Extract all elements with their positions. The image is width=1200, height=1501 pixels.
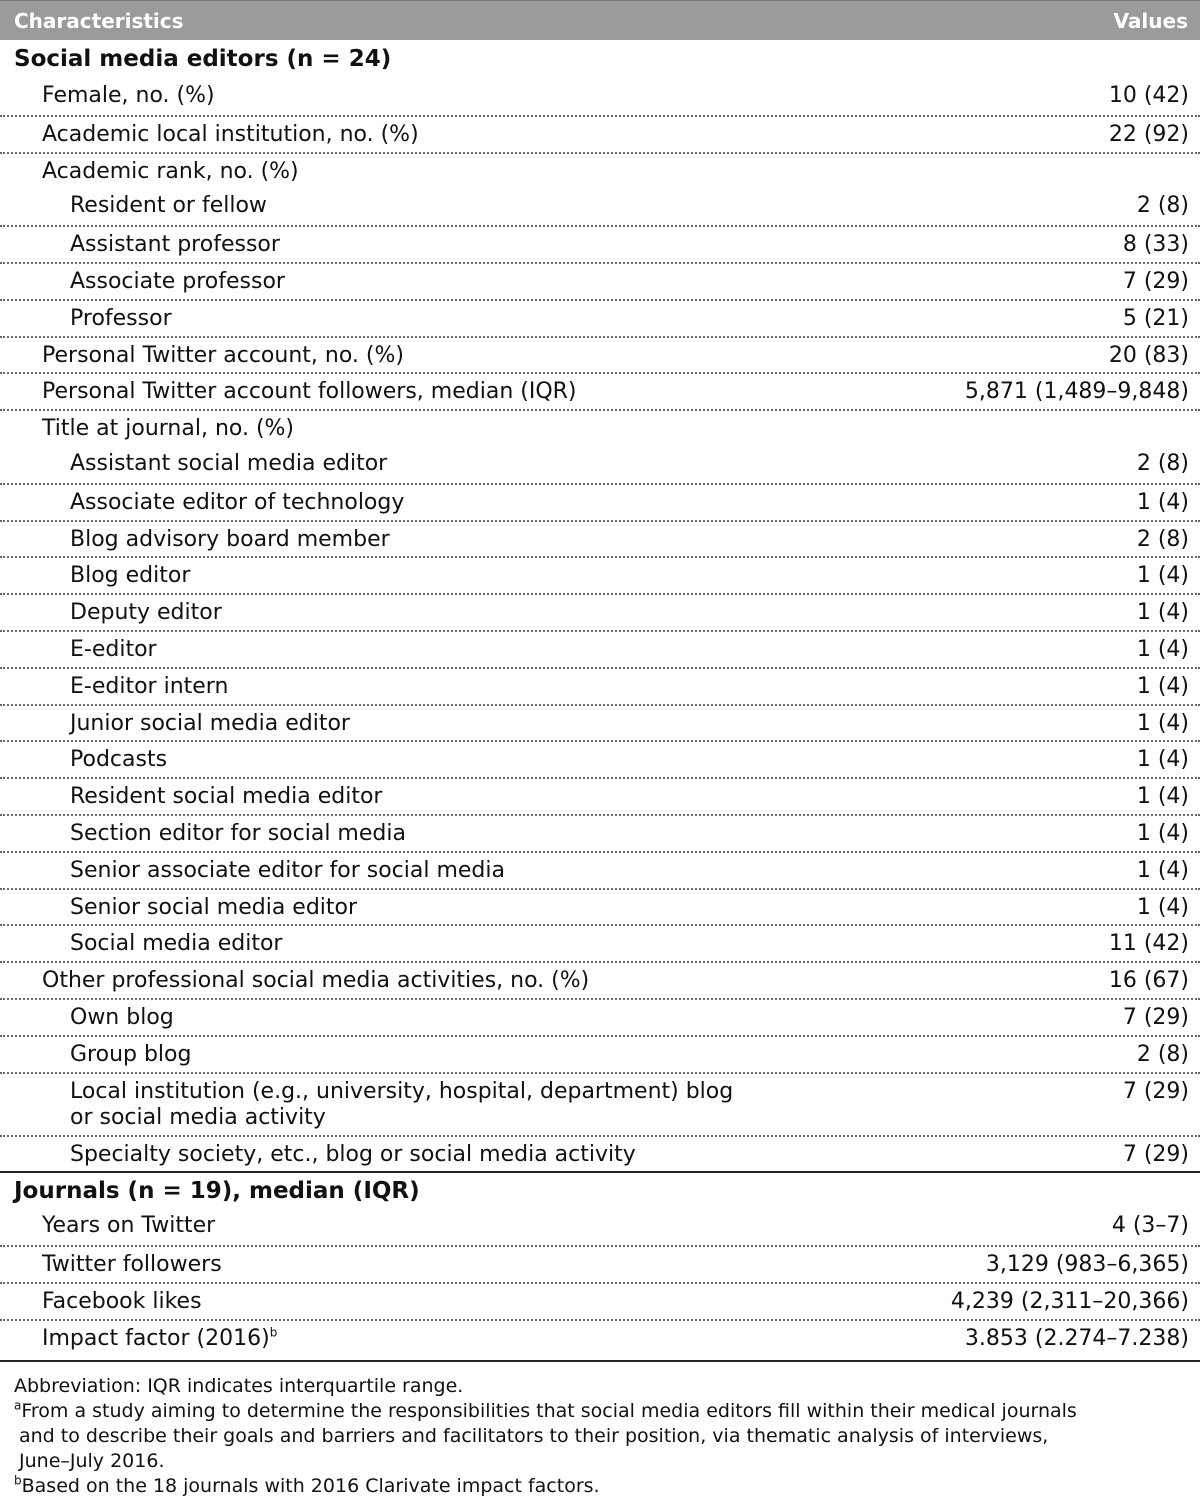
table-row [0,188,1200,225]
row-value: 7 (29) [1122,1004,1189,1030]
table-row [0,1135,1200,1172]
table-row [0,225,1200,262]
section-social-media-editors [0,40,1200,78]
table-row [0,1072,1200,1135]
table-row [0,152,1200,189]
table-row [0,115,1200,152]
row-value: 4,239 (2,311–20,366) [950,1288,1189,1314]
row-label: Deputy editor [70,600,222,626]
row-value: 7 (29) [1122,1078,1189,1104]
row-value: 10 (42) [1108,83,1189,108]
table-row [0,777,1200,814]
table-row [0,593,1200,630]
footnote-marker-b-note: b [14,1473,22,1488]
row-label: Professor [70,305,172,331]
row-value: 8 (33) [1122,232,1189,258]
header-characteristics: Characteristics [14,8,184,33]
row-label: Academic rank, no. (%) [42,158,299,184]
row-label: Associate professor [70,268,285,294]
row-value: 1 (4) [1136,894,1189,920]
row-label: Own blog [70,1004,174,1030]
abbreviation-note: Abbreviation: IQR indicates interquartile range. [14,1374,464,1397]
table-row [0,998,1200,1035]
row-value: 2 (8) [1136,450,1189,476]
row-label: Senior associate editor for social media [70,857,505,883]
row-label: Academic local institution, no. (%) [42,121,419,147]
row-value: 1 (4) [1136,710,1189,736]
row-label: Years on Twitter [42,1213,216,1239]
footnote-marker-a: a [14,1398,22,1413]
table-row [0,262,1200,299]
row-value: 5,871 (1,489–9,848) [964,379,1189,405]
row-label: Group blog [70,1041,192,1067]
row-label: Personal Twitter account, no. (%) [42,342,404,368]
row-label: E-editor intern [70,673,229,699]
table-row [0,446,1200,483]
table-row [0,372,1200,409]
row-value: 3,129 (983–6,365) [985,1252,1189,1278]
row-value: 2 (8) [1136,526,1189,552]
table-row [0,520,1200,557]
row-label: Podcasts [70,747,168,773]
table-row [0,1208,1200,1245]
row-label: Resident social media editor [70,784,383,810]
table-row [0,78,1200,115]
row-value: 1 (4) [1136,747,1189,773]
row-value: 1 (4) [1136,784,1189,810]
row-label-text: Impact factor (2016) [42,1325,270,1351]
row-value: 5 (21) [1122,305,1189,331]
row-label: Title at journal, no. (%) [42,416,295,442]
row-value: 1 (4) [1136,563,1189,589]
row-value: 7 (29) [1122,268,1189,294]
row-label: Associate editor of technology [70,489,405,515]
table-row [0,1035,1200,1072]
table-row [0,961,1200,998]
row-value: 1 (4) [1136,857,1189,883]
section-title: Journals (n = 19), median (IQR) [14,1177,420,1204]
table-footnotes [0,1362,1200,1499]
row-label: Blog advisory board member [70,526,390,552]
row-label: Social media editor [70,931,283,957]
table-row [0,1245,1200,1282]
row-value: 2 (8) [1136,1041,1189,1067]
row-label: Facebook likes [42,1288,202,1314]
footnote-a-line1: From a study aiming to determine the responsibilities that social media editors fill within their medical journals [21,1399,1077,1422]
row-value: 16 (67) [1108,968,1189,994]
row-value: 2 (8) [1136,193,1189,219]
table-row [0,704,1200,741]
footnote-b [14,1474,1186,1499]
row-label: Assistant social media editor [70,450,388,476]
row-value: 1 (4) [1136,600,1189,626]
row-value: 4 (3–7) [1111,1213,1189,1239]
table-row [0,1319,1200,1356]
row-label: Specialty society, etc., blog or social media activity [70,1141,636,1167]
row-value: 22 (92) [1108,121,1189,147]
table-row [0,851,1200,888]
row-label: E-editor [70,636,157,662]
table-row [0,814,1200,851]
row-label-line1: Local institution (e.g., university, hospital, department) blog [70,1078,734,1104]
section-journals [0,1171,1200,1208]
row-label: Section editor for social media [70,820,406,846]
table-row [0,630,1200,667]
table-header [0,0,1200,40]
row-label-line2: or social media activity [70,1104,326,1130]
row-label: Junior social media editor [70,710,350,736]
row-label [0,1079,733,1131]
row-label: Twitter followers [42,1252,222,1278]
row-value: 11 (42) [1108,931,1189,957]
footnote-a [14,1399,1186,1474]
row-label: Senior social media editor [70,894,358,920]
row-value: 3.853 (2.274–7.238) [964,1325,1189,1351]
row-label: Female, no. (%) [42,83,215,108]
row-label: Personal Twitter account followers, median (IQR) [42,379,577,405]
footnote-marker-b: b [269,1325,278,1340]
row-label [0,1326,277,1352]
section-title: Social media editors (n = 24) [14,46,392,72]
row-value: 20 (83) [1108,342,1189,368]
footnote-a-line3: June–July 2016. [19,1449,165,1472]
row-label: Resident or fellow [70,193,267,219]
table-row [0,1282,1200,1319]
row-value: 1 (4) [1136,820,1189,846]
row-label: Assistant professor [70,232,280,258]
table-row [0,409,1200,446]
row-label: Other professional social media activities, no. (%) [42,968,590,994]
row-value: 1 (4) [1136,673,1189,699]
table-row [0,667,1200,704]
table-row [0,483,1200,520]
table-row [0,299,1200,336]
table-row [0,888,1200,925]
table-row [0,924,1200,961]
footnote-b-text: Based on the 18 journals with 2016 Clarivate impact factors. [21,1474,600,1497]
row-label: Blog editor [70,563,191,589]
table-row [0,556,1200,593]
row-value: 1 (4) [1136,489,1189,515]
row-value: 1 (4) [1136,636,1189,662]
table-row [0,336,1200,373]
row-value: 7 (29) [1122,1141,1189,1167]
footnote-a-line2: and to describe their goals and barriers and facilitators to their position, via thematic analysis of interviews, [19,1424,1049,1447]
header-values: Values [1113,8,1188,33]
table-row [0,740,1200,777]
